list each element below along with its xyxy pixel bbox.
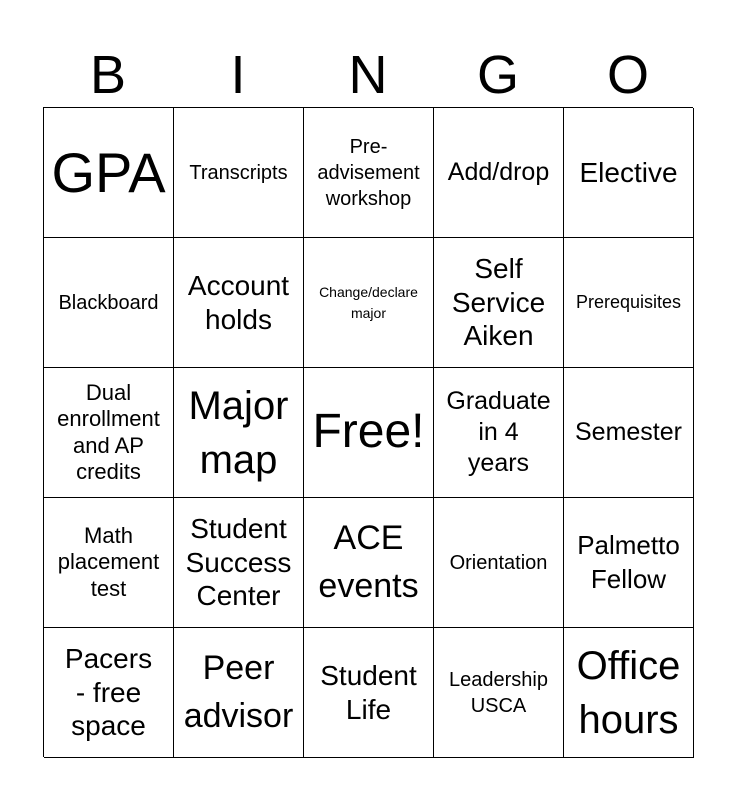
cell-label: Pacers - free space — [64, 643, 153, 742]
cell-label: Office hours — [576, 643, 681, 742]
cell-label: Change/declare major — [319, 284, 418, 321]
cell-label: Palmetto Fellow — [577, 530, 680, 594]
header-letter-o: O — [606, 45, 649, 105]
cell-label: Account holds — [187, 269, 290, 335]
cell-label: Math placement test — [57, 522, 160, 601]
bingo-cell-r3-c5[interactable] — [564, 368, 694, 498]
cell-label: Student Success Center — [185, 513, 292, 612]
cell-label: Prerequisites — [575, 291, 682, 312]
cell-label: Semester — [575, 417, 682, 446]
bingo-cell-r2-c5[interactable] — [564, 238, 694, 368]
bingo-header — [43, 44, 693, 106]
cell-label: ACE events — [318, 518, 419, 605]
header-letter-n: N — [348, 45, 388, 105]
bingo-cell-r3-c1[interactable] — [44, 368, 174, 498]
bingo-cell-r4-c4[interactable] — [434, 498, 564, 628]
cell-label: GPA — [51, 140, 166, 204]
bingo-cell-r3-c4[interactable] — [434, 368, 564, 498]
cell-label: Free! — [312, 405, 425, 459]
header-letter-g: G — [476, 45, 519, 105]
header-letter-i: I — [230, 45, 246, 105]
bingo-cell-r3-c2[interactable] — [174, 368, 304, 498]
bingo-cell-r2-c4[interactable] — [434, 238, 564, 368]
bingo-cell-r1-c3[interactable] — [304, 108, 434, 238]
header-letter-b: B — [89, 45, 127, 105]
bingo-cell-r2-c1[interactable] — [44, 238, 174, 368]
cell-label: Orientation — [449, 551, 548, 574]
bingo-cell-r1-c4[interactable] — [434, 108, 564, 238]
bingo-cell-r5-c2[interactable] — [174, 628, 304, 758]
bingo-cell-r5-c5[interactable] — [564, 628, 694, 758]
bingo-cell-r5-c1[interactable] — [44, 628, 174, 758]
bingo-cell-r5-c4[interactable] — [434, 628, 564, 758]
cell-label: Leadership USCA — [449, 668, 548, 717]
bingo-cell-r2-c2[interactable] — [174, 238, 304, 368]
cell-label: Blackboard — [58, 291, 159, 314]
bingo-cell-r3-c3[interactable] — [304, 368, 434, 498]
bingo-cell-r1-c5[interactable] — [564, 108, 694, 238]
cell-label: Elective — [579, 156, 678, 188]
cell-label: Self Service Aiken — [451, 253, 546, 352]
cell-label: Transcripts — [189, 161, 288, 184]
cell-label: Pre- advisement workshop — [317, 135, 420, 210]
bingo-cell-r4-c1[interactable] — [44, 498, 174, 628]
bingo-cell-r1-c1[interactable] — [44, 108, 174, 238]
bingo-cell-r1-c2[interactable] — [174, 108, 304, 238]
bingo-cell-r4-c5[interactable] — [564, 498, 694, 628]
cell-label: Student Life — [320, 659, 417, 725]
bingo-cell-r4-c3[interactable] — [304, 498, 434, 628]
bingo-cell-r2-c3[interactable] — [304, 238, 434, 368]
cell-label: Dual enrollment and AP credits — [57, 379, 160, 484]
cell-label: Add/drop — [447, 157, 550, 186]
cell-label: Peer advisor — [183, 648, 294, 735]
cell-label: Major map — [188, 383, 289, 482]
bingo-grid — [43, 107, 693, 757]
bingo-cell-r5-c3[interactable] — [304, 628, 434, 758]
bingo-cell-r4-c2[interactable] — [174, 498, 304, 628]
cell-label: Graduate in 4 years — [446, 386, 551, 478]
